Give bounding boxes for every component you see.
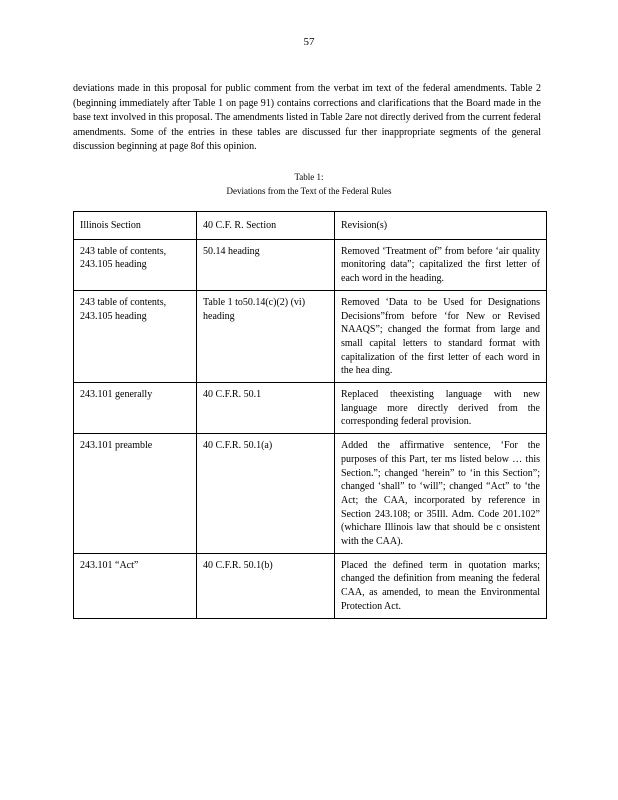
cfr-section-cell: 50.14 heading — [197, 239, 335, 290]
cfr-section-cell: 40 C.F.R. 50.1(b) — [197, 553, 335, 618]
cfr-section-cell: 40 C.F.R. 50.1(a) — [197, 434, 335, 554]
table-row — [74, 553, 547, 618]
intro-paragraph: deviations made in this proposal for public comment from the verbat im text of the federal amendments. Table 2 (beginning immediately after Table 1 on page 91) contains corrections and clarifications that the Board made in the base text involved in this proposal. The amendments listed in Table 2are not directly derived from the current federal amendments. Some of the entries in these tables are discussed fur ther inappropriate segments of the general discussion beginning at page 8of this opinion. — [73, 83, 541, 153]
table-header-row — [74, 212, 547, 240]
cfr-section-cell: 40 C.F.R. 50.1 — [197, 383, 335, 434]
illinois-section-cell: 243 table of contents, 243.105 heading — [74, 290, 197, 382]
revision-cell: Added the affirmative sentence, ‘For the purposes of this Part, ter ms listed below … this Section.”; changed ‘herein” to ‘in this Section”; changed ‘shall” to ‘will”; changed “Act” to ‘the Act; the CAA, incorporated by reference in Section 243.108; or 35Ill. Adm. Code 201.102” (whichare Illinois law that should be c onsistent with the CAA). — [335, 434, 547, 554]
table-title-caption: Deviations from the Text of the Federal Rules — [226, 186, 392, 196]
table-row — [74, 434, 547, 554]
header-illinois-section: Illinois Section — [74, 212, 197, 240]
illinois-section-cell: 243 table of contents, 243.105 heading — [74, 239, 197, 290]
cfr-section-cell: Table 1 to50.14(c)(2) (vi) heading — [197, 290, 335, 382]
revision-cell: Removed ‘Treatment of” from before ‘air quality monitoring data”; capitalized the first letter of each word in the heading. — [335, 239, 547, 290]
illinois-section-cell: 243.101 generally — [74, 383, 197, 434]
table-row — [74, 290, 547, 382]
illinois-section-cell: 243.101 preamble — [74, 434, 197, 554]
table-title-number: Table 1: — [294, 172, 324, 182]
illinois-section-cell: 243.101 “Act” — [74, 553, 197, 618]
revision-cell: Removed ‘Data to be Used for Designations Decisions”from before ‘for New or Revised NAAQS”; changed the format from large and small capital letters to standard format with capitalization of the first letter of each word in the hea ding. — [335, 290, 547, 382]
table-title — [0, 170, 618, 198]
table-row — [74, 383, 547, 434]
revision-cell: Placed the defined term in quotation marks; changed the definition from meaning the federal CAA, as amended, to mean the Environmental Protection Act. — [335, 553, 547, 618]
page-number: 57 — [303, 36, 315, 48]
header-revisions: Revision(s) — [335, 212, 547, 240]
header-cfr-section: 40 C.F. R. Section — [197, 212, 335, 240]
deviations-table — [73, 211, 547, 619]
table-row — [74, 239, 547, 290]
revision-cell: Replaced theexisting language with new language more directly derived from the corresponding federal provision. — [335, 383, 547, 434]
